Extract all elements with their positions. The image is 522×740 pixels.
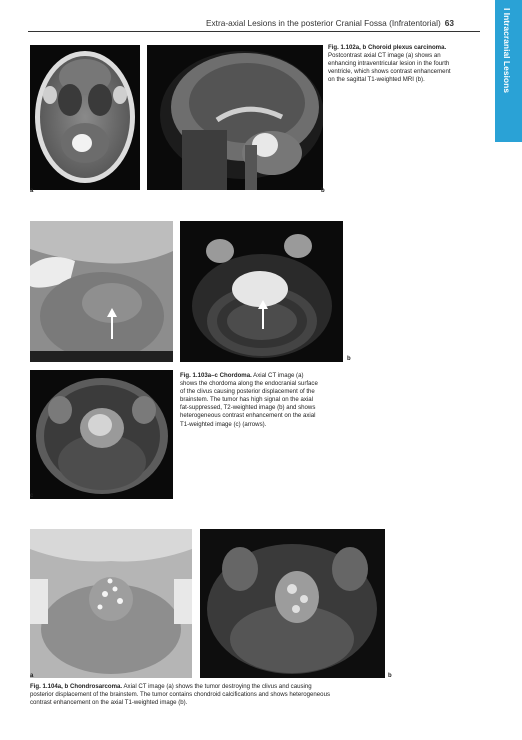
fig-103a-label: a bbox=[30, 356, 34, 362]
fig-103c-label: c bbox=[30, 493, 34, 499]
fig-102b-label: b bbox=[321, 188, 325, 194]
fig-103-caption-line-5: heterogeneous contrast enhancement on the axial bbox=[180, 412, 316, 420]
section-tab bbox=[495, 0, 522, 142]
page-number: 63 bbox=[444, 18, 454, 28]
fig-104-caption-line-0: Axial CT image (a) shows the tumor destroying the clivus and causing bbox=[123, 683, 312, 690]
fig-102a-ct-image bbox=[30, 45, 140, 190]
fig-102-caption-line-3: ventricle, which shows contrast enhancement bbox=[328, 68, 451, 76]
fig-102-caption-line-4: on the sagittal T1-weighted MRI (b). bbox=[328, 76, 425, 84]
fig-104-caption-line-2: contrast enhancement on the axial T1-weighted image (b). bbox=[30, 699, 188, 707]
fig-103-caption bbox=[180, 372, 355, 429]
fig-104b-mri-image bbox=[200, 529, 385, 678]
fig-103-caption-title: Fig. 1.103a–c Chordoma. bbox=[180, 372, 252, 379]
fig-103-caption-line-3: brainstem. The tumor has high signal on the axial bbox=[180, 396, 314, 404]
header-title: Extra-axial Lesions in the posterior Cranial Fossa (Infratentorial) bbox=[206, 18, 441, 28]
fig-102-caption bbox=[328, 44, 480, 84]
fig-103-caption-line-0: Axial CT image (a) bbox=[253, 372, 304, 379]
fig-102-caption-title: Fig. 1.102a, b Choroid plexus carcinoma. bbox=[328, 44, 447, 51]
fig-104-caption-line-1: posterior displacement of the brainstem. The tumor contains chondroid calcifications and shows heterogeneous bbox=[30, 691, 331, 699]
fig-102-caption-line-2: enhancing intraventricular lesion in the fourth bbox=[328, 60, 450, 68]
fig-103b-mri-image bbox=[180, 221, 343, 362]
fig-103a-ct-image bbox=[30, 221, 173, 362]
fig-104a-ct-image bbox=[30, 529, 192, 678]
running-header bbox=[206, 18, 454, 28]
fig-102b-mri-image bbox=[147, 45, 323, 190]
fig-103-caption-line-2: of the clivus causing posterior displacement of the bbox=[180, 388, 315, 396]
fig-104a-label: a bbox=[30, 673, 34, 679]
fig-103b-label: b bbox=[347, 356, 351, 362]
fig-102a-label: a bbox=[30, 188, 34, 194]
fig-104b-label: b bbox=[388, 673, 392, 679]
fig-103c-mri-image bbox=[30, 370, 173, 499]
fig-104-caption-title: Fig. 1.104a, b Chondrosarcoma. bbox=[30, 683, 123, 690]
fig-103-caption-line-6: T1-weighted image (c) (arrows). bbox=[180, 420, 267, 428]
section-tab-label: I Intracranial Lesions bbox=[502, 8, 512, 94]
header-rule bbox=[28, 31, 480, 32]
fig-103-caption-line-4: fat-suppressed, T2-weighted image (b) and shows bbox=[180, 404, 316, 412]
fig-102-caption-line-1: Postcontrast axial CT image (a) shows an bbox=[328, 52, 441, 60]
fig-104-caption bbox=[30, 683, 410, 707]
fig-103-caption-line-1: shows the chordoma along the endocranial surface bbox=[180, 380, 318, 388]
